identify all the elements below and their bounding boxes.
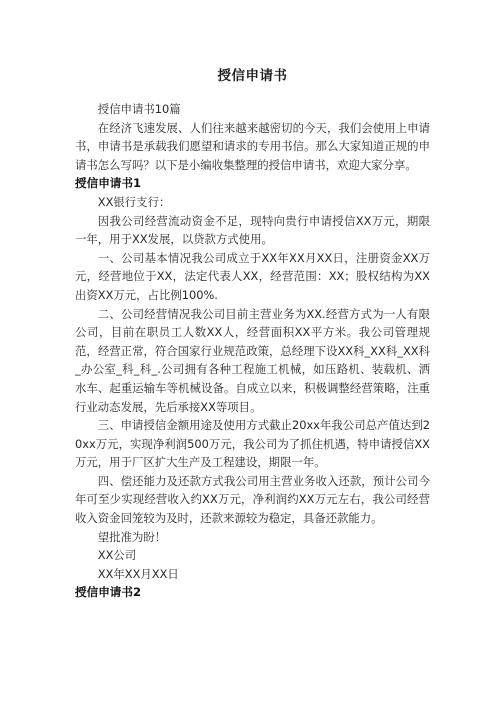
- section-heading-2: 授信申请书2: [75, 585, 142, 600]
- signature-date: XX年XX月XX日: [97, 566, 179, 581]
- document-title: 授信申请书: [217, 68, 288, 84]
- paragraph-operations: 二、公司经营情况我公司目前主营业务为XX.经营方式为一人有限公司，目前在职员工人数XX人，经营面积XX平方米。我公司管理规范，经营正常，符合国家行业规范政策，总经理下设XX科_XX科_XX科_办公室_科_科_.公司拥有各种工程施工机械，如压路机、装载机、洒水车、起重运输车等机械设备。自成立以来，积极调整经营策略，注重行业动态发展，先后承接XX等项目。: [75, 306, 430, 414]
- closing-line: 望批准为盼！: [97, 529, 167, 544]
- intro-paragraph: 在经济飞速发展、人们往来越来越密切的今天，我们会使用上申请书，申请书是承载我们愿望和请求的专用书信。那么大家知道正规的申请书怎么写吗？以下是小编收集整理的授信申请书，欢迎大家分享。: [75, 120, 430, 172]
- signature-company: XX公司: [97, 548, 137, 563]
- section-heading-1: 授信申请书1: [75, 176, 142, 191]
- paragraph-company-info: 一、公司基本情况我公司成立于XX年XX月XX日，注册资金XX万元，经营地位于XX，法定代表人XX，经营范围：XX；股权结构为XX出资XX万元，占比例100%.: [75, 250, 430, 302]
- paragraph-credit-usage: 三、申请授信金额用途及使用方式截止20xx年我公司总产值达到20xx万元，实现净利润500万元，我公司为了抓住机遇，特申请授信XX万元，用于厂区扩大生产及工程建设，期限一年。: [75, 418, 430, 470]
- salutation: XX银行支行：: [97, 194, 171, 209]
- document-subtitle: 授信申请书10篇: [97, 102, 181, 116]
- paragraph-request: 因我公司经营流动资金不足，现特向贵行申请授信XX万元，期限一年，用于XX发展，以贷款方式使用。: [75, 213, 430, 247]
- paragraph-repayment: 四、偿还能力及还款方式我公司用主营业务收入还款，预计公司今年可至少实现经营收入约XX万元，净利润约XX万元左右，我公司经营收入资金回笼较为及时，还款来源较为稳定，具备还款能力。: [75, 473, 430, 526]
